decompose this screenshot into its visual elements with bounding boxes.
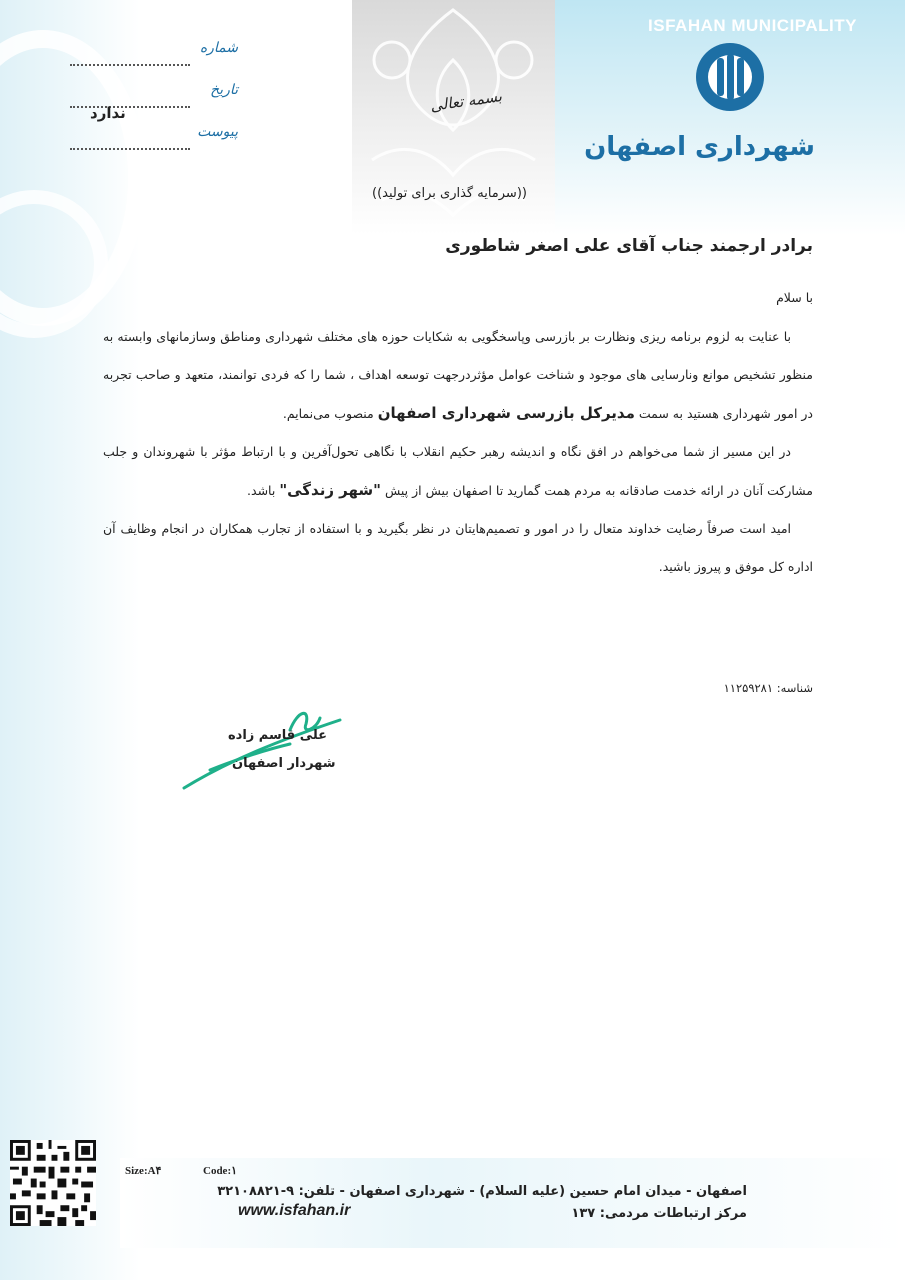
- attachment-dotted-line: [70, 148, 190, 150]
- municipality-logo-icon: [693, 40, 767, 114]
- paper-size: Size:A۴: [125, 1165, 162, 1177]
- body-paragraph-2: [103, 433, 813, 510]
- letter-body: [103, 318, 813, 586]
- number-dotted-line: [70, 64, 190, 66]
- paragraph-1-end: منصوب می‌نمایم.: [282, 406, 374, 421]
- paragraph-2-end: باشد.: [247, 483, 276, 498]
- body-paragraph-3: [103, 510, 813, 586]
- form-code: Code:۱: [203, 1165, 238, 1177]
- letter-identifier: شناسه: ۱۱۲۵۹۲۸۱: [723, 681, 813, 695]
- meta-number-row: [70, 36, 250, 78]
- letter-greeting: با سلام: [776, 290, 813, 305]
- signatory-name: علی قاسم زاده: [228, 728, 328, 743]
- date-dotted-line: [70, 106, 190, 108]
- paragraph-3-text: امید است صرفاً رضایت خداوند متعال را در امور و تصمیم‌هایتان در نظر بگیرید و با استفاده از تجارب همکاران در انجام وظایف آن اداره کل موفق و پیروز باشید.: [103, 521, 813, 574]
- letter-salutation: برادر ارجمند جناب آقای علی اصغر شاطوری: [445, 236, 813, 256]
- letter-meta: [70, 36, 250, 162]
- attachment-value: ندارد: [90, 104, 126, 122]
- signatory-title: شهردار اصفهان: [232, 756, 336, 771]
- besmellah-heading: بسمه تعالی: [429, 87, 503, 115]
- body-paragraph-1: [103, 318, 813, 433]
- public-relations-phone: مرکز ارتباطات مردمی: ۱۳۷: [571, 1206, 747, 1221]
- date-label: تاریخ: [210, 82, 238, 98]
- city-of-life-phrase: "شهر زندگی": [279, 481, 381, 499]
- municipality-logo-text: شهرداری اصفهان: [584, 132, 815, 162]
- handwritten-signature-icon: [170, 700, 350, 800]
- left-decorative-band: [0, 0, 140, 1280]
- number-label: شماره: [199, 40, 238, 56]
- paragraph-1-text: با عنایت به لزوم برنامه ریزی ونظارت بر بازرسی وپاسخگویی به شکایات حوزه های مختلف شهرداری ومناطق وسازمانهای وابسته به منظور تشخیص موانع ونارسایی های موجود و شناخت عوامل مؤثردرجهت توسعه اهداف ، شما را که فردی توانمند، متعهد و صاحب تجربه در امور شهرداری هستید به سمت: [103, 329, 813, 421]
- footer-address: اصفهان - میدان امام حسین (علیه السلام) - شهرداری اصفهان - تلفن: ۹-۳۲۱۰۸۸۲۱: [217, 1184, 747, 1199]
- year-motto: ((سرمایه گذاری برای تولید)): [372, 186, 527, 201]
- meta-attachment-row: [70, 120, 250, 162]
- paragraph-2-text: در این مسیر از شما می‌خواهم در افق نگاه و اندیشه رهبر حکیم انقلاب با نگاهی تحول‌آفرین و با ارتباط مؤثر با شهروندان و جلب مشارکت آنان در ارائه خدمت صادقانه به مردم همت گمارید تا اصفهان بیش از پیش: [103, 444, 813, 498]
- attachment-label: پیوست: [197, 124, 238, 140]
- municipality-english-title: ISFAHAN MUNICIPALITY: [648, 16, 857, 35]
- letterhead-band: [555, 0, 905, 235]
- footer-website[interactable]: www.isfahan.ir: [238, 1202, 351, 1219]
- appointment-position: مدیرکل بازرسی شهرداری اصفهان: [377, 404, 635, 422]
- qr-code-icon: [10, 1140, 96, 1226]
